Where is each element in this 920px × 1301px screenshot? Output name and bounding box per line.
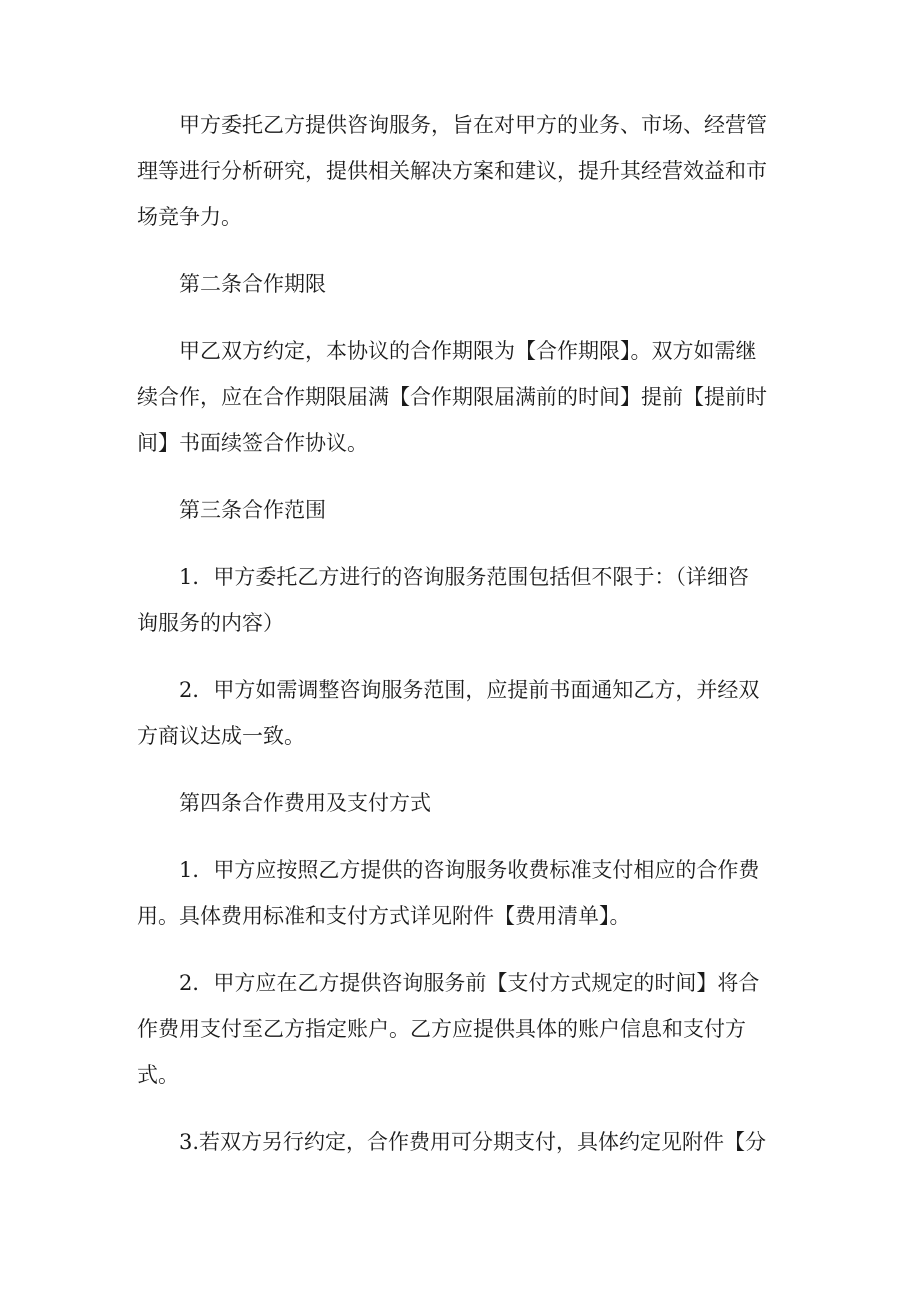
paragraph-scope-item-1: [137, 554, 787, 646]
text-line: 理等进行分析研究，提供相关解决方案和建议，提升其经营效益和市: [137, 159, 767, 183]
text-line: 1．甲方应按照乙方提供的咨询服务收费标准支付相应的合作费: [179, 858, 760, 882]
text-line: 2．甲方应在乙方提供咨询服务前【支付方式规定的时间】将合: [179, 971, 760, 995]
text-line: 场竞争力。: [137, 205, 242, 229]
text-line: 作费用支付至乙方指定账户。乙方应提供具体的账户信息和支付方: [137, 1017, 746, 1041]
text-line: 1．甲方委托乙方进行的咨询服务范围包括但不限于：（详细咨: [179, 565, 749, 589]
heading-article-3: [137, 487, 787, 533]
section-heading: 第四条合作费用及支付方式: [179, 791, 431, 815]
text-line: 询服务的内容）: [137, 611, 284, 635]
paragraph-service-purpose: [137, 102, 787, 240]
paragraph-fee-item-1: [137, 847, 787, 939]
section-heading: 第二条合作期限: [179, 272, 326, 296]
document-body: [137, 102, 787, 1186]
text-line: 方商议达成一致。: [137, 724, 305, 748]
paragraph-scope-item-2: [137, 667, 787, 759]
section-heading: 第三条合作范围: [179, 498, 326, 522]
text-line: 用。具体费用标准和支付方式详见附件【费用清单】。: [137, 904, 631, 928]
paragraph-cooperation-term: [137, 328, 787, 466]
text-line: 式。: [137, 1063, 179, 1087]
text-line: 3.若双方另行约定，合作费用可分期支付，具体约定见附件【分: [179, 1130, 767, 1154]
text-line: 甲乙双方约定，本协议的合作期限为【合作期限】。双方如需继: [179, 339, 757, 363]
text-line: 2．甲方如需调整咨询服务范围，应提前书面通知乙方，并经双: [179, 678, 760, 702]
text-line: 间】书面续签合作协议。: [137, 431, 368, 455]
paragraph-fee-item-3: [137, 1119, 787, 1165]
heading-article-4: [137, 780, 787, 826]
text-line: 续合作，应在合作期限届满【合作期限届满前的时间】提前【提前时: [137, 385, 767, 409]
heading-article-2: [137, 261, 787, 307]
text-line: 甲方委托乙方提供咨询服务，旨在对甲方的业务、市场、经营管: [179, 113, 767, 137]
paragraph-fee-item-2: [137, 960, 787, 1098]
